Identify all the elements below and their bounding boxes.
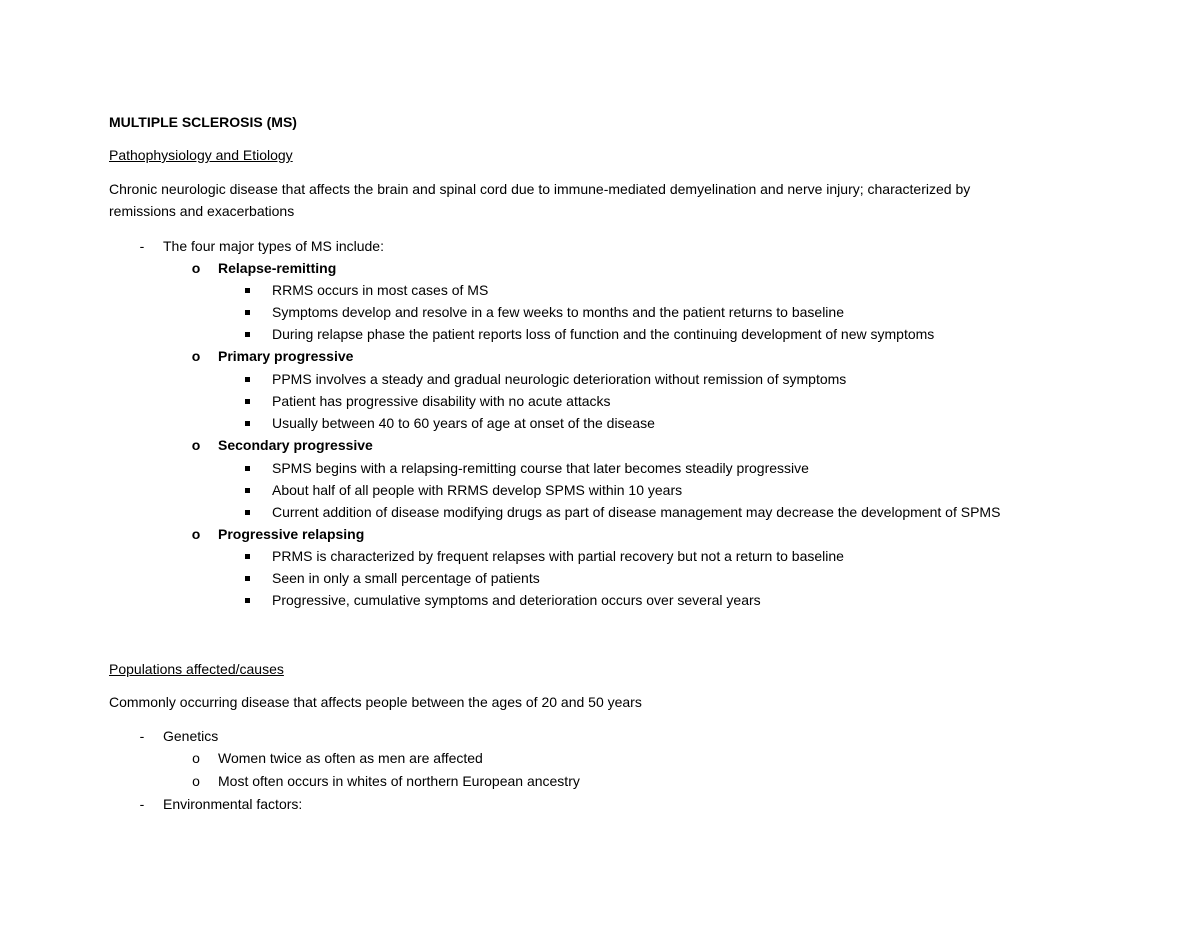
square-bullet (245, 554, 250, 559)
square-bullet (245, 288, 250, 293)
types-list-intro: The four major types of MS include: (163, 238, 384, 254)
dash-bullet: - (139, 238, 145, 254)
square-bullet (245, 332, 250, 337)
type-name-progressive-relapsing: Progressive relapsing (218, 526, 365, 542)
type-point: Progressive, cumulative symptoms and deterioration occurs over several years (272, 592, 761, 608)
circle-bullet: o (191, 260, 201, 276)
type-name-relapse-remitting: Relapse-remitting (218, 260, 337, 276)
type-point: RRMS occurs in most cases of MS (272, 282, 489, 298)
type-point: SPMS begins with a relapsing-remitting course that later becomes steadily progressive (272, 460, 809, 476)
square-bullet (245, 488, 250, 493)
square-bullet (245, 598, 250, 603)
circle-bullet: o (191, 526, 201, 542)
type-point: During relapse phase the patient reports loss of function and the continuing development of new symptoms (272, 326, 935, 342)
type-point: PPMS involves a steady and gradual neurologic deterioration without remission of symptoms (272, 371, 847, 387)
type-point: Symptoms develop and resolve in a few weeks to months and the patient returns to baseline (272, 304, 844, 320)
type-name-primary-progressive: Primary progressive (218, 348, 354, 364)
type-point: Seen in only a small percentage of patients (272, 570, 540, 586)
document-title: MULTIPLE SCLEROSIS (MS) (109, 114, 297, 130)
genetics-subitem: Most often occurs in whites of northern European ancestry (218, 773, 580, 789)
type-point: Patient has progressive disability with no acute attacks (272, 393, 611, 409)
circle-bullet: o (191, 437, 201, 453)
type-name-secondary-progressive: Secondary progressive (218, 437, 373, 453)
definition-paragraph-line-2: remissions and exacerbations (109, 203, 295, 219)
circle-bullet: o (192, 750, 200, 766)
genetics-subitem: Women twice as often as men are affected (218, 750, 483, 766)
section-heading-pathophysiology: Pathophysiology and Etiology (109, 147, 293, 163)
type-point: Current addition of disease modifying drugs as part of disease management may decrease the development of SPMS (272, 504, 1001, 520)
square-bullet (245, 310, 250, 315)
definition-paragraph-line-1: Chronic neurologic disease that affects the brain and spinal cord due to immune-mediated demyelination and nerve injury; characterized by (109, 181, 971, 197)
cause-environmental-factors: Environmental factors: (163, 796, 303, 812)
cause-genetics: Genetics (163, 728, 219, 744)
square-bullet (245, 510, 250, 515)
square-bullet (245, 377, 250, 382)
square-bullet (245, 399, 250, 404)
populations-paragraph: Commonly occurring disease that affects people between the ages of 20 and 50 years (109, 694, 642, 710)
type-point: PRMS is characterized by frequent relapses with partial recovery but not a return to baseline (272, 548, 844, 564)
dash-bullet: - (139, 728, 145, 744)
type-point: About half of all people with RRMS develop SPMS within 10 years (272, 482, 683, 498)
square-bullet (245, 576, 250, 581)
type-point: Usually between 40 to 60 years of age at onset of the disease (272, 415, 655, 431)
square-bullet (245, 421, 250, 426)
dash-bullet: - (139, 796, 145, 812)
section-heading-populations: Populations affected/causes (109, 661, 284, 677)
circle-bullet: o (192, 773, 200, 789)
circle-bullet: o (191, 348, 201, 364)
square-bullet (245, 466, 250, 471)
